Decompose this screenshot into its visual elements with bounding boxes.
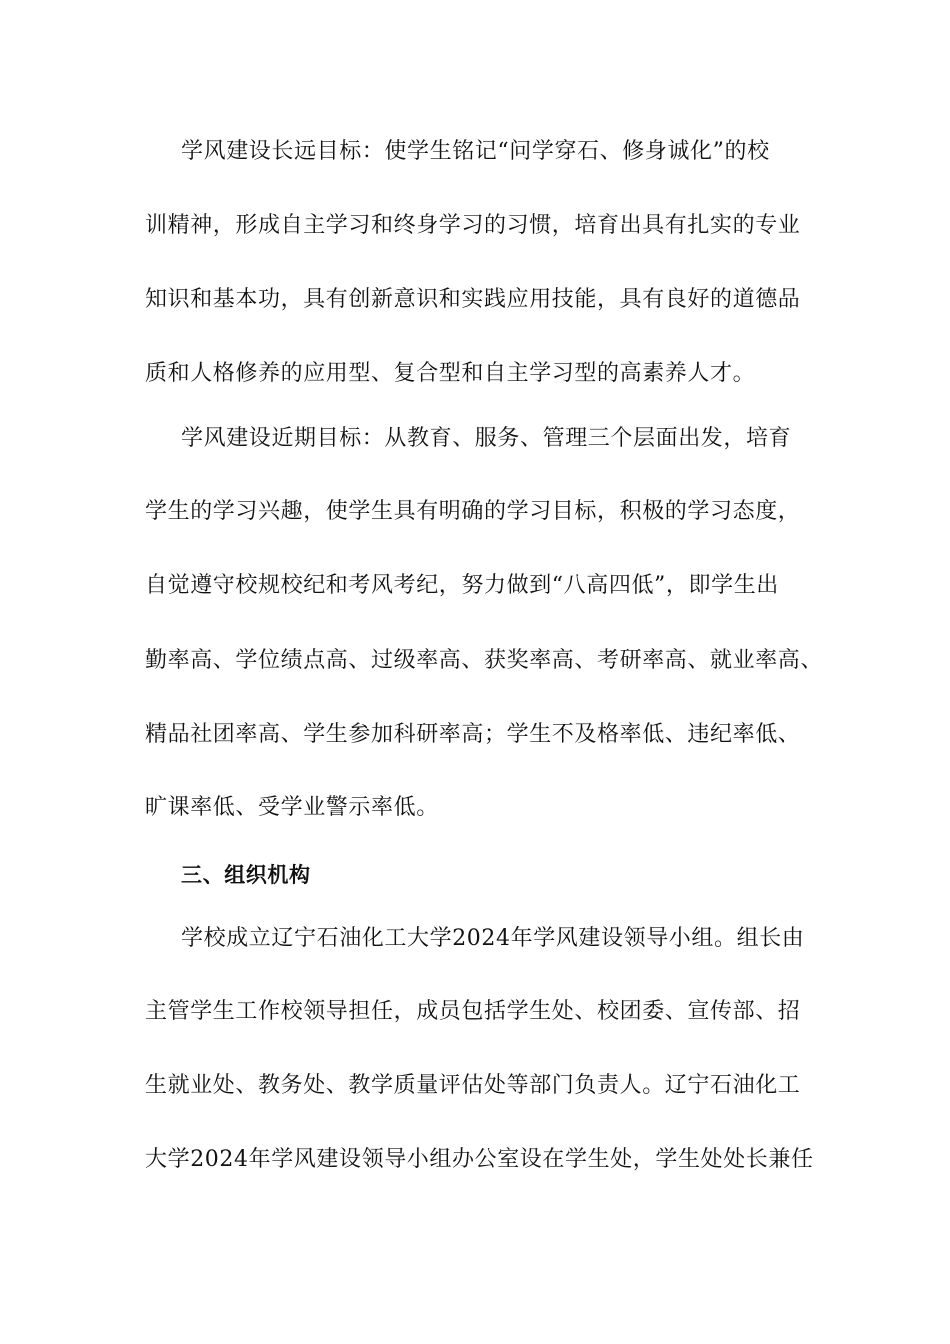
paragraph-organization-line-1: 学校成立辽宁石油化工大学2024年学风建设领导小组。组长由 — [181, 926, 805, 951]
paragraph-short-term-goal-line-6: 旷课率低、受学业警示率低。 — [145, 795, 439, 820]
paragraph-short-term-goal-line-2: 学生的学习兴趣，使学生具有明确的学习目标，积极的学习态度， — [145, 499, 801, 524]
paragraph-organization-line-4: 大学2024年学风建设领导小组办公室设在学生处，学生处处长兼任 — [145, 1147, 814, 1172]
paragraph-long-term-goal-line-1: 学风建设长远目标：使学生铭记“问学穿石、修身诚化”的校 — [181, 139, 770, 164]
paragraph-short-term-goal-line-1: 学风建设近期目标：从教育、服务、管理三个层面出发，培育 — [181, 426, 792, 451]
paragraph-short-term-goal-line-4: 勤率高、学位绩点高、过级率高、获奖率高、考研率高、就业率高、 — [145, 648, 824, 673]
paragraph-long-term-goal-line-4: 质和人格修养的应用型、复合型和自主学习型的高素养人才。 — [145, 361, 756, 386]
paragraph-organization-line-3: 生就业处、教务处、教学质量评估处等部门负责人。辽宁石油化工 — [145, 1073, 801, 1098]
paragraph-organization-line-2: 主管学生工作校领导担任，成员包括学生处、校团委、宣传部、招 — [145, 999, 801, 1024]
paragraph-long-term-goal-line-2: 训精神，形成自主学习和终身学习的习惯，培育出具有扎实的专业 — [145, 213, 801, 238]
paragraph-short-term-goal-line-3: 自觉遵守校规校纪和考风考纪，努力做到“八高四低”，即学生出 — [145, 573, 779, 598]
paragraph-long-term-goal-line-3: 知识和基本功，具有创新意识和实践应用技能，具有良好的道德品 — [145, 287, 801, 312]
section-heading-organization: 三、组织机构 — [181, 863, 311, 887]
paragraph-short-term-goal-line-5: 精品社团率高、学生参加科研率高；学生不及格率低、违纪率低、 — [145, 722, 801, 747]
